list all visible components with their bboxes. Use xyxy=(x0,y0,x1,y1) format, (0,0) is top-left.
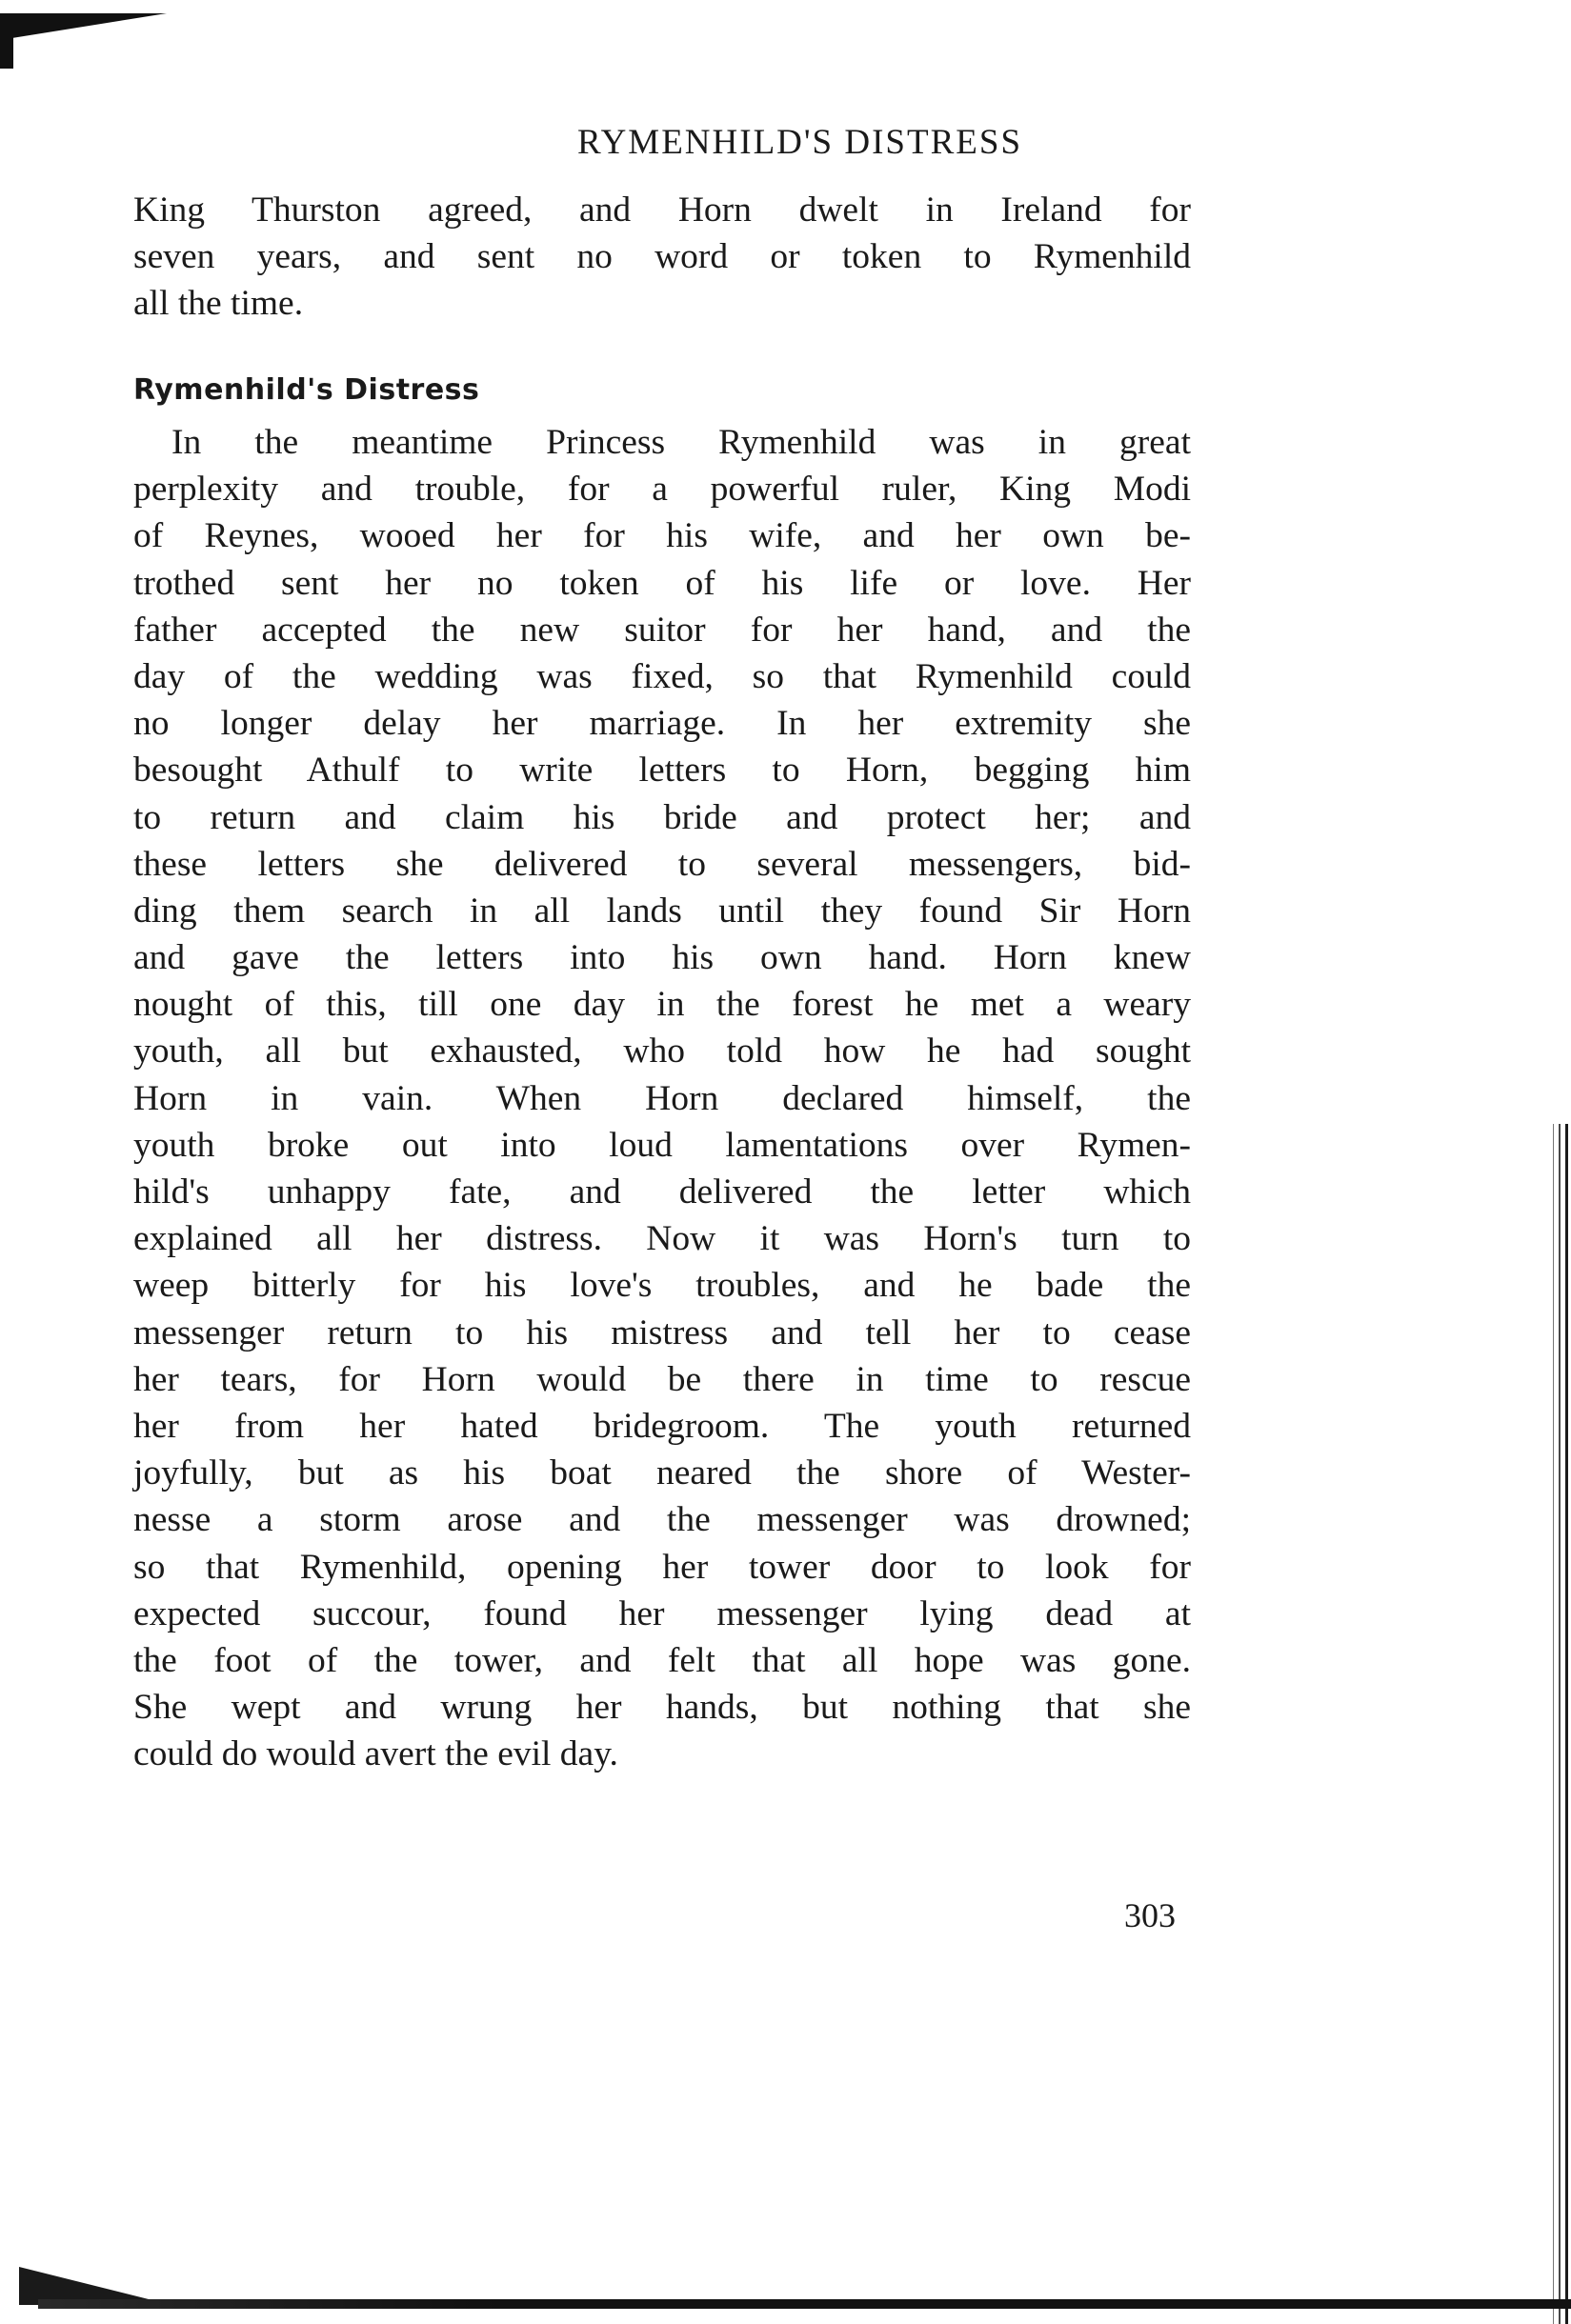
binding-line xyxy=(1565,1124,1568,2324)
text-line: explained all her distress. Now it was Horn's turn to xyxy=(133,1219,1191,1259)
text-line: her from her hated bridegroom. The youth returned xyxy=(133,1406,1191,1446)
scan-corner-shadow xyxy=(0,13,167,40)
text-line: perplexity and trouble, for a powerful ruler, King Modi xyxy=(133,470,1191,510)
binding-edge-lines xyxy=(1548,1124,1571,2324)
text-line: expected succour, found her messenger lying dead at xyxy=(133,1593,1191,1633)
text-line: trothed sent her no token of his life or love. Her xyxy=(133,563,1191,603)
binding-line xyxy=(1553,1124,1554,2324)
text-line: her tears, for Horn would be there in time to rescue xyxy=(133,1359,1191,1399)
text-line: besought Athulf to write letters to Horn, begging him xyxy=(133,751,1191,791)
page-number: 303 xyxy=(1124,1896,1176,1934)
text-line: messenger return to his mistress and tell her to cease xyxy=(133,1312,1191,1352)
text-line: hild's unhappy fate, and delivered the letter which xyxy=(133,1172,1191,1212)
text-line: could do would avert the evil day. xyxy=(133,1734,618,1774)
scan-shadow-bar xyxy=(38,2299,1571,2309)
text-line: day of the wedding was fixed, so that Rymenhild could xyxy=(133,656,1191,696)
paragraph-2 xyxy=(133,419,1191,1777)
text-line: nought of this, till one day in the forest he met a weary xyxy=(133,985,1191,1025)
text-line: of Reynes, wooed her for his wife, and her own be- xyxy=(133,516,1191,556)
text-line: In the meantime Princess Rymenhild was in great xyxy=(171,423,1191,462)
scan-corner-shadow-edge xyxy=(0,13,13,69)
text-line: the foot of the tower, and felt that all hope was gone. xyxy=(133,1640,1191,1680)
running-head: RYMENHILD'S DISTRESS xyxy=(576,123,1023,162)
text-line: all the time. xyxy=(133,284,304,324)
text-line: so that Rymenhild, opening her tower door to look for xyxy=(133,1547,1191,1587)
text-line: father accepted the new suitor for her hand, and the xyxy=(133,610,1191,650)
section-heading: Rymenhild's Distress xyxy=(133,373,480,407)
text-line: ding them search in all lands until they found Sir Horn xyxy=(133,891,1191,931)
text-line: She wept and wrung her hands, but nothing that she xyxy=(133,1688,1191,1728)
text-line: Horn in vain. When Horn declared himself, the xyxy=(133,1078,1191,1118)
text-line: seven years, and sent no word or token to Rymenhild xyxy=(133,237,1191,277)
text-line: youth, all but exhausted, who told how he had sought xyxy=(133,1032,1191,1072)
text-line: King Thurston agreed, and Horn dwelt in Ireland for xyxy=(133,190,1191,230)
text-line: to return and claim his bride and protect her; and xyxy=(133,797,1191,837)
binding-line xyxy=(1559,1124,1561,2324)
text-line: no longer delay her marriage. In her extremity she xyxy=(133,704,1191,744)
text-line: youth broke out into loud lamentations over Rymen- xyxy=(133,1125,1191,1165)
text-line: these letters she delivered to several messengers, bid- xyxy=(133,844,1191,884)
scan-bottom-shadow xyxy=(0,2267,1571,2309)
text-line: weep bitterly for his love's troubles, and he bade the xyxy=(133,1266,1191,1306)
paragraph-1 xyxy=(133,187,1191,328)
text-line: nesse a storm arose and the messenger was drowned; xyxy=(133,1500,1191,1540)
text-line: joyfully, but as his boat neared the shore of Wester- xyxy=(133,1453,1191,1493)
text-line: and gave the letters into his own hand. Horn knew xyxy=(133,938,1191,978)
